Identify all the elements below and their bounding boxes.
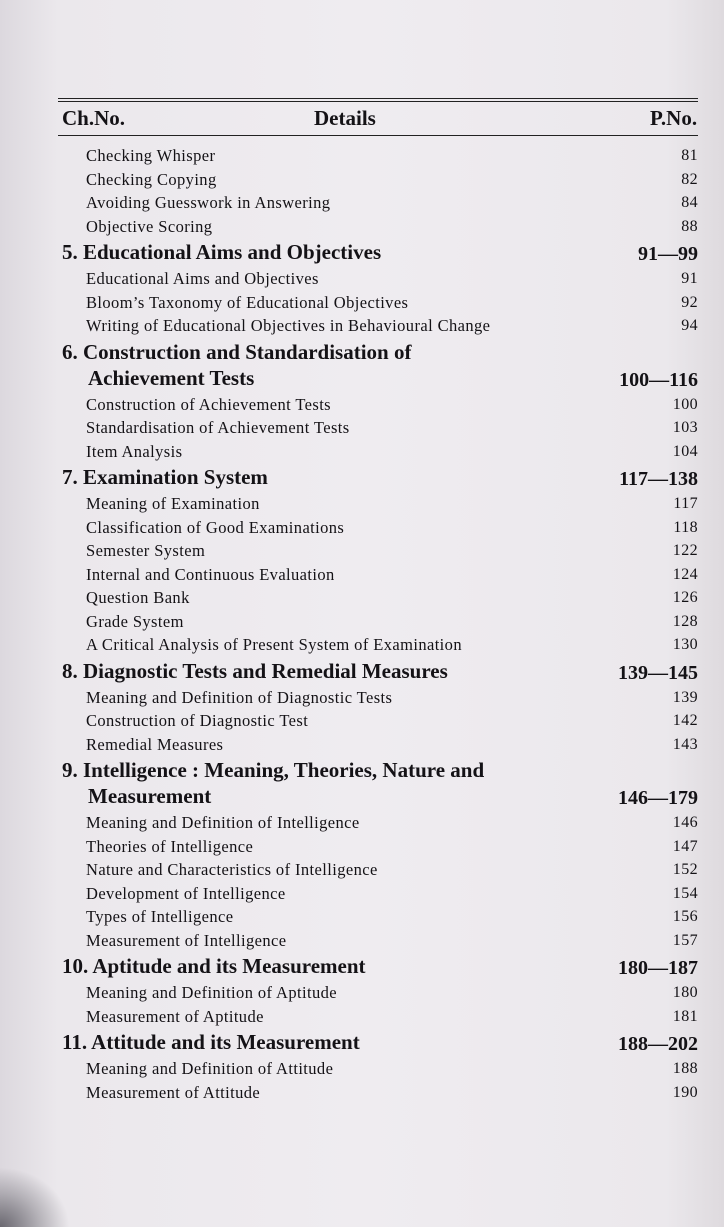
topic-title: Meaning and Definition of Intelligence — [86, 813, 360, 832]
toc-topic-row — [62, 314, 698, 338]
toc-topic-row — [62, 835, 698, 859]
topic-title: Measurement of Aptitude — [86, 1006, 264, 1026]
topic-title: Meaning and Definition of Aptitude — [86, 983, 337, 1002]
topic-page-number: 117 — [673, 495, 698, 512]
chapter-title: 5. Educational Aims and Objectives — [62, 240, 382, 264]
topic-page-number: 139 — [672, 688, 698, 706]
topic-page-number: 91 — [681, 270, 698, 287]
topic-page-number: 180 — [672, 984, 698, 1001]
topic-title: Construction of Diagnostic Test — [86, 711, 309, 730]
toc-topic-row — [62, 563, 698, 587]
topic-title: Nature and Characteristics of Intelligence — [86, 860, 378, 879]
topic-page-number: 157 — [672, 931, 698, 949]
page-corner-shadow — [0, 1167, 70, 1227]
header-rule-top — [58, 98, 698, 99]
toc-topic-row — [62, 929, 698, 953]
header-rule-bottom — [58, 135, 698, 136]
topic-page-number: 118 — [673, 518, 698, 536]
topic-title: Grade System — [86, 611, 184, 631]
topic-page-number: 100 — [672, 395, 698, 413]
topic-page-number: 146 — [672, 814, 698, 831]
toc-chapter-row — [62, 338, 698, 393]
toc-topic-row — [62, 586, 698, 610]
topic-title: Item Analysis — [86, 441, 183, 461]
topic-page-number: 92 — [681, 293, 698, 311]
toc-chapter-row — [62, 756, 698, 811]
chapter-title: 9. Intelligence : Meaning, Theories, Nature and — [62, 758, 485, 782]
toc-topic-row — [62, 882, 698, 906]
topic-page-number: 152 — [672, 861, 698, 878]
topic-page-number: 128 — [672, 612, 698, 630]
topic-title: Objective Scoring — [86, 216, 213, 236]
topic-title: Classification of Good Examinations — [86, 517, 345, 537]
topic-title: Avoiding Guesswork in Answering — [86, 193, 331, 212]
toc-topic-row — [62, 610, 698, 634]
toc-topic-row — [62, 291, 698, 315]
topic-page-number: 190 — [672, 1083, 698, 1101]
chapter-page-range: 91—99 — [638, 243, 698, 265]
toc-topic-row — [62, 981, 698, 1005]
topic-title: Internal and Continuous Evaluation — [86, 564, 335, 584]
toc-topic-row — [62, 1057, 698, 1081]
chapter-title: 11. Attitude and its Measurement — [62, 1030, 360, 1054]
topic-page-number: 84 — [681, 194, 698, 211]
toc-topic-row — [62, 709, 698, 733]
topic-page-number: 94 — [681, 317, 698, 334]
topic-title: A Critical Analysis of Present System of Examination — [86, 635, 462, 654]
toc-topic-row — [62, 191, 698, 215]
chapter-title-continued: Measurement — [88, 784, 212, 808]
topic-title: Meaning and Definition of Diagnostic Tests — [86, 687, 393, 707]
topic-page-number: 181 — [672, 1007, 698, 1025]
topic-page-number: 82 — [681, 170, 698, 188]
toc-topic-row — [62, 733, 698, 757]
topic-title: Meaning of Examination — [86, 494, 260, 513]
toc-topic-row — [62, 1005, 698, 1029]
chapter-title: 6. Construction and Standardisation of — [62, 339, 412, 364]
topic-page-number: 130 — [672, 636, 698, 653]
topic-title: Standardisation of Achievement Tests — [86, 418, 350, 437]
column-header-chapter: Ch.No. — [62, 106, 126, 130]
toc-topic-row — [62, 168, 698, 192]
chapter-page-range: 117—138 — [619, 468, 698, 490]
chapter-page-range: 180—187 — [618, 957, 698, 979]
toc-topic-row — [62, 633, 698, 657]
toc-topic-row — [62, 539, 698, 563]
topic-page-number: 88 — [681, 217, 698, 235]
topic-title: Question Bank — [86, 588, 190, 607]
topic-page-number: 154 — [672, 884, 698, 902]
chapter-page-range: 139—145 — [618, 661, 698, 684]
chapter-page-range: 188—202 — [618, 1033, 698, 1055]
topic-title: Bloom’s Taxonomy of Educational Objectives — [86, 292, 409, 312]
topic-page-number: 147 — [672, 837, 698, 855]
toc-topic-row — [62, 492, 698, 516]
toc-chapter-row — [62, 952, 698, 981]
toc-chapter-row — [62, 463, 698, 492]
topic-title: Measurement of Intelligence — [86, 930, 287, 950]
toc-topic-row — [62, 516, 698, 540]
topic-page-number: 103 — [672, 419, 698, 436]
toc-topic-row — [62, 144, 698, 168]
topic-title: Meaning and Definition of Attitude — [86, 1059, 334, 1078]
topic-title: Measurement of Attitude — [86, 1082, 261, 1102]
toc-topic-row — [62, 905, 698, 929]
topic-page-number: 124 — [672, 565, 698, 583]
topic-title: Remedial Measures — [86, 734, 224, 754]
topic-page-number: 122 — [672, 542, 698, 559]
toc-topic-row — [62, 1081, 698, 1105]
toc-topic-row — [62, 811, 698, 835]
chapter-page-range: 100—116 — [619, 368, 698, 391]
topic-title: Checking Whisper — [86, 146, 216, 165]
column-header-details: Details — [314, 106, 376, 130]
toc-topic-row — [62, 393, 698, 417]
topic-title: Construction of Achievement Tests — [86, 394, 331, 414]
toc-topic-row — [62, 416, 698, 440]
topic-page-number: 126 — [672, 589, 698, 606]
toc-topic-row — [62, 440, 698, 464]
toc-topic-row — [62, 267, 698, 291]
topic-title: Theories of Intelligence — [86, 836, 254, 856]
chapter-title: 10. Aptitude and its Measurement — [62, 954, 366, 978]
chapter-title-continued: Achievement Tests — [88, 365, 255, 390]
toc-chapter-row — [62, 1028, 698, 1057]
topic-page-number: 188 — [672, 1060, 698, 1077]
header-rule-top-inner — [58, 101, 698, 102]
topic-title: Semester System — [86, 541, 206, 560]
chapter-title: 8. Diagnostic Tests and Remedial Measures — [62, 658, 448, 683]
toc-topic-row — [62, 215, 698, 239]
chapter-page-range: 146—179 — [618, 787, 698, 809]
topic-title: Educational Aims and Objectives — [86, 269, 319, 288]
topic-page-number: 142 — [672, 712, 698, 729]
topic-title: Development of Intelligence — [86, 883, 286, 903]
topic-page-number: 143 — [672, 735, 698, 753]
toc-topic-row — [62, 858, 698, 882]
topic-page-number: 104 — [672, 442, 698, 460]
topic-page-number: 81 — [681, 147, 698, 164]
table-of-contents — [62, 144, 698, 1104]
toc-chapter-row — [62, 238, 698, 267]
topic-title: Writing of Educational Objectives in Behavioural Change — [86, 316, 491, 335]
chapter-title: 7. Examination System — [62, 465, 268, 489]
topic-title: Types of Intelligence — [86, 907, 234, 926]
toc-chapter-row — [62, 657, 698, 686]
topic-page-number: 156 — [672, 908, 698, 925]
topic-title: Checking Copying — [86, 169, 217, 189]
toc-topic-row — [62, 686, 698, 710]
column-header-page: P.No. — [650, 106, 698, 130]
